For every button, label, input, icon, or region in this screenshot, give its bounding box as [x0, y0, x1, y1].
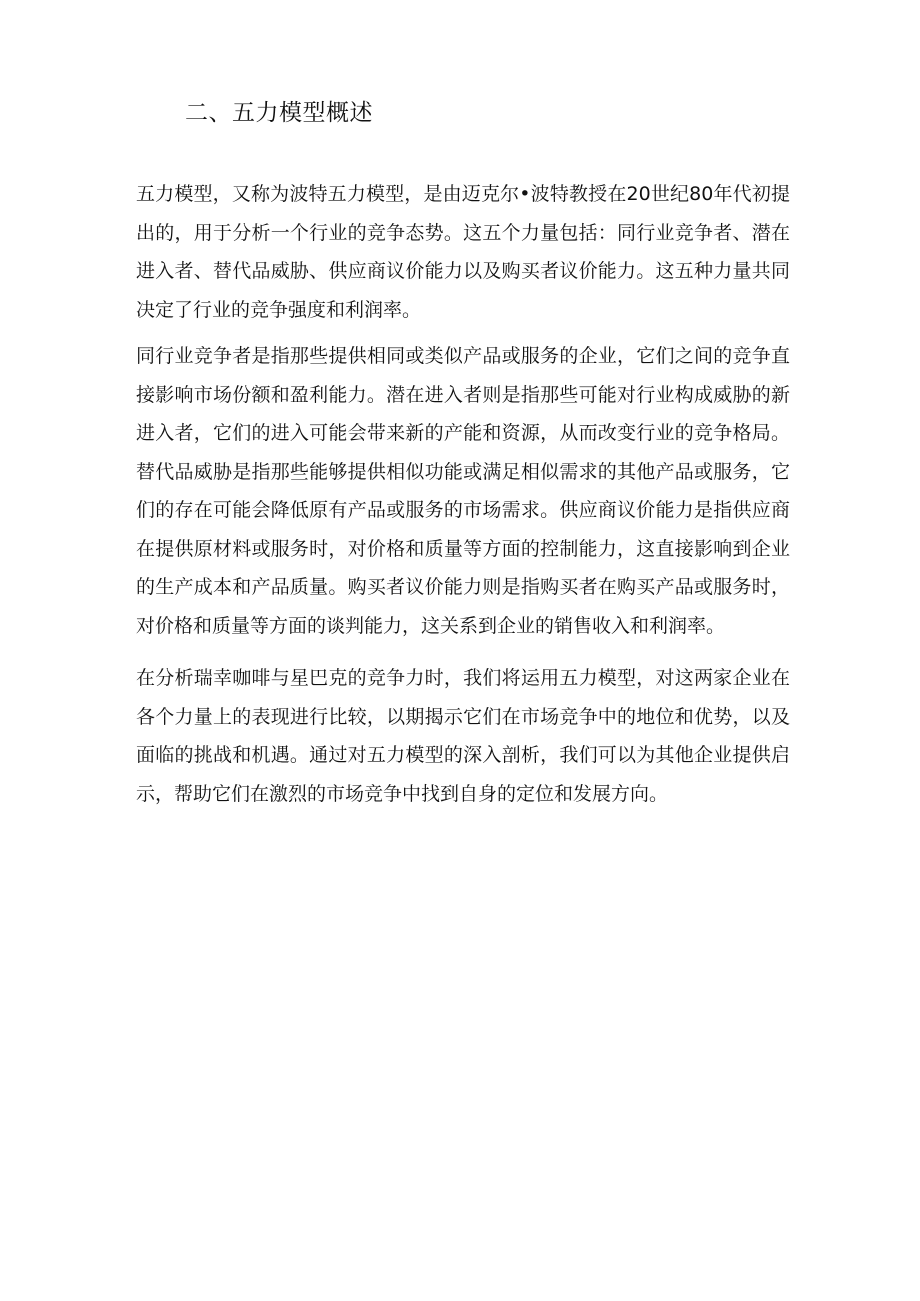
paragraph-forces-detail: 同行业竞争者是指那些提供相同或类似产品或服务的企业，它们之间的竞争直接影响市场份额和盈利能力。潜在进入者则是指那些可能对行业构成威胁的新进入者，它们的进入可能会带来新的产能和资源，从而改变行业的竞争格局。替代品威胁是指那些能够提供相似功能或满足相似需求的其他产品或服务，它们的存在可能会降低原有产品或服务的市场需求。供应商议价能力是指供应商在提供原材料或服务时，对价格和质量等方面的控制能力，这直接影响到企业的生产成本和产品质量。购买者议价能力则是指购买者在购买产品或服务时，对价格和质量等方面的谈判能力，这关系到企业的销售收入和利润率。 [136, 345, 790, 637]
paragraph-analysis-plan: 在分析瑞幸咖啡与星巴克的竞争力时，我们将运用五力模型，对这两家企业在各个力量上的表现进行比较，以期揭示它们在市场竞争中的地位和优势，以及面临的挑战和机遇。通过对五力模型的深入剖析，我们可以为其他企业提供启示，帮助它们在激烈的市场竞争中找到自身的定位和发展方向。 [136, 667, 790, 805]
paragraph-intro: 五力模型，又称为波特五力模型，是由迈克尔•波特教授在20世纪80年代初提出的，用于分析一个行业的竞争态势。这五个力量包括：同行业竞争者、潜在进入者、替代品威胁、供应商议价能力以及购买者议价能力。这五种力量共同决定了行业的竞争强度和利润率。 [136, 183, 790, 321]
body-text [136, 175, 790, 813]
section-heading: 二、五力模型概述 [185, 100, 373, 126]
